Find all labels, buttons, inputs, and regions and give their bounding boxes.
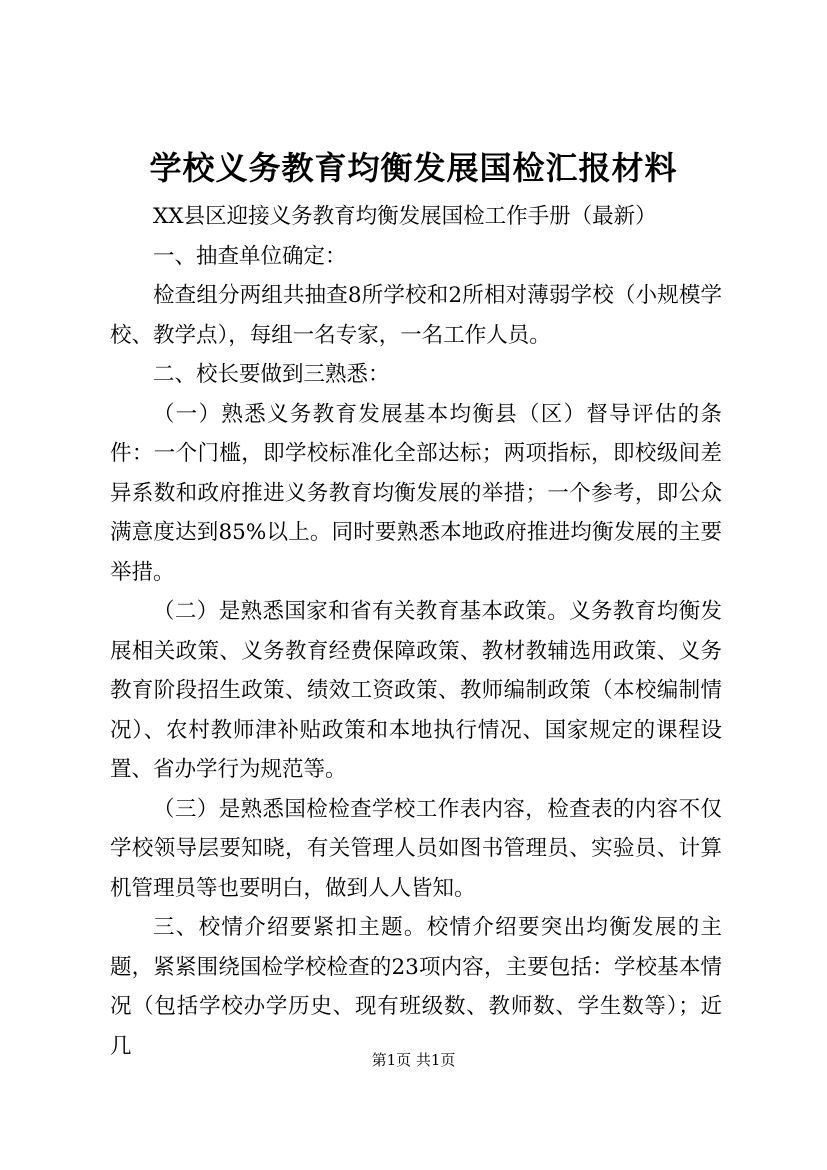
section-heading-2: 二、校长要做到三熟悉： xyxy=(153,362,390,387)
document-title: 学校义务教育均衡发展国检汇报材料 xyxy=(149,149,678,187)
page-footer: 第1页 共1页 xyxy=(371,1051,456,1069)
body-paragraph: （三）是熟悉国检检查学校工作表内容，检查表的内容不仅学校领导层要知晓，有关管理人员如图书管理员、实验员、计算机管理员等也要明白，做到人人皆知。 xyxy=(110,796,722,901)
body-paragraph: （一）熟悉义务教育发展基本均衡县（区）督导评估的条件：一个门槛，即学校标准化全部达标；两项指标，即校级间差异系数和政府推进义务教育均衡发展的举措；一个参考，即公众满意度达到85%以上。同时要熟悉本地政府推进均衡发展的主要举措。 xyxy=(110,401,722,585)
body-paragraph: （二）是熟悉国家和省有关教育基本政策。义务教育均衡发展相关政策、义务教育经费保障政策、教材教辅选用政策、义务教育阶段招生政策、绩效工资政策、教师编制政策（本校编制情况）、农村教师津补贴政策和本地执行情况、国家规定的课程设置、省办学行为规范等。 xyxy=(110,599,722,782)
document-body xyxy=(110,197,722,1066)
subtitle-paragraph: XX县区迎接义务教育均衡发展国检工作手册（最新） xyxy=(153,204,657,229)
section-heading-1: 一、抽查单位确定： xyxy=(153,243,347,269)
body-paragraph: 三、校情介绍要紧扣主题。校情介绍要突出均衡发展的主题，紧紧围绕国检学校检查的23项内容，主要包括：学校基本情况（包括学校办学历史、现有班级数、教师数、学生数等）；近几 xyxy=(110,915,722,1059)
body-paragraph: 检查组分两组共抽查8所学校和2所相对薄弱学校（小规模学校、教学点），每组一名专家，一名工作人员。 xyxy=(110,283,722,348)
